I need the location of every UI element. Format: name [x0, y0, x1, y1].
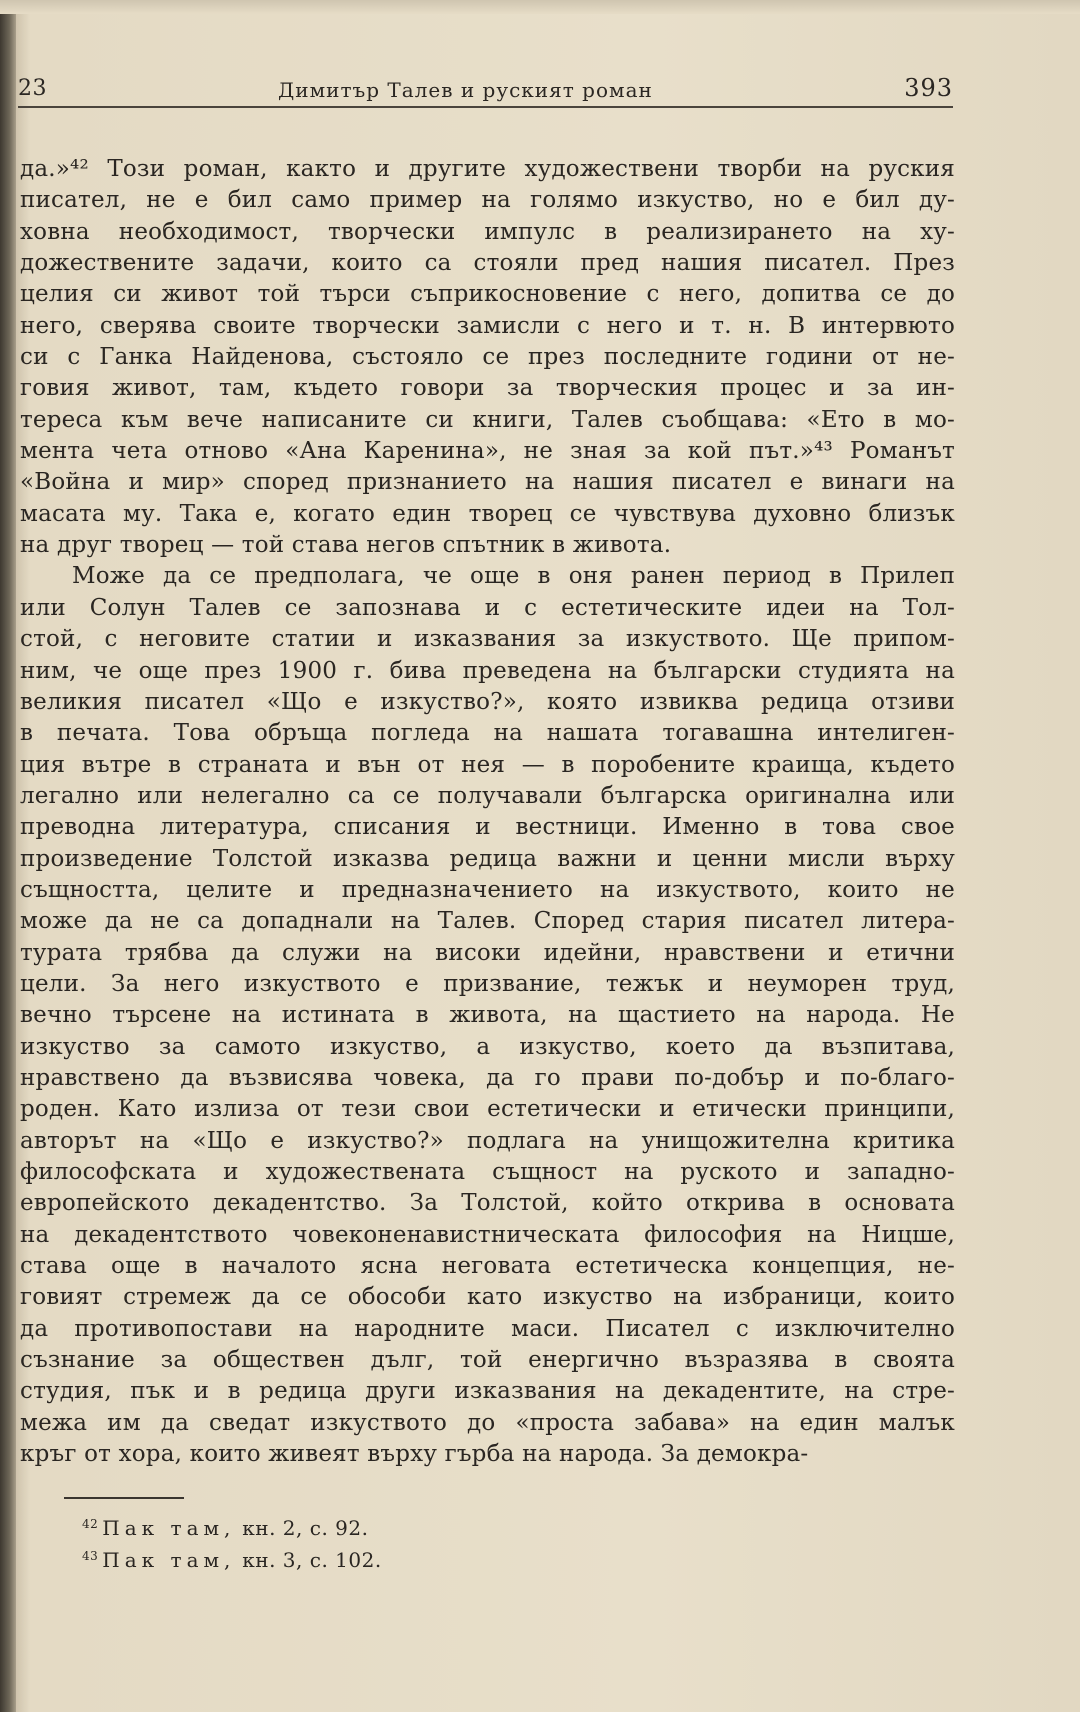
text-line: да.»⁴² Този роман, както и другите художествени творби на руския: [20, 156, 955, 182]
text-line: мента чета отново «Ана Каренина», не зная за кой път.»⁴³ Романът: [20, 438, 955, 465]
footnote-42: [82, 1510, 582, 1542]
header-running-title: Димитър Талев и руският роман: [278, 78, 653, 102]
text-line: межа им да сведат изкуството до «проста забава» на един малък: [20, 1409, 955, 1436]
text-line: масата му. Така е, когато един творец се чувствува духовно близък: [20, 500, 955, 527]
text-line: стой, с неговите статии и изказвания за изкуството. Ще припом-: [20, 626, 955, 653]
running-header: [18, 72, 953, 106]
text-line: роден. Като излиза от тези свои естетически и етически принципи,: [20, 1096, 955, 1123]
header-chapter-number: 23: [18, 76, 47, 101]
footnote-number: 43: [82, 1549, 99, 1563]
text-line: философската и художествената същност на руското и западно-: [20, 1159, 955, 1185]
text-line: легално или нелегално са се получавали българска оригинална или: [20, 782, 955, 809]
text-line: великия писател «Що е изкуство?», която извиква редица отзиви: [20, 688, 955, 715]
text-line: или Солун Талев се запознава и с естетическите идеи на Тол-: [20, 594, 955, 621]
text-line: турата трябва да служи на високи идейни, нравствени и етични: [20, 939, 955, 966]
footnote-number: 42: [82, 1517, 99, 1531]
text-line: говия живот, там, където говори за творческия процес и за ин-: [20, 375, 955, 402]
text-line: нравствено да възвисява човека, да го прави по-добър и по-благо-: [20, 1064, 955, 1091]
book-spine-shadow: [0, 0, 16, 1712]
text-line: преводна литература, списания и вестници. Именно в това свое: [20, 814, 955, 841]
text-line: произведение Толстой изказва редица важни и ценни мисли върху: [20, 845, 955, 872]
footnote-divider: [64, 1497, 184, 1499]
text-line: дожествените задачи, които са стояли пред нашия писател. През: [20, 250, 955, 277]
footnote-spaced-text: Пак там,: [102, 1516, 236, 1540]
text-line: него, сверява своите творчески замисли с него и т. н. В интервюто: [20, 312, 955, 339]
footnote-spaced-text: Пак там,: [102, 1548, 236, 1572]
text-line: изкуство за самото изкуство, а изкуство, което да възпитава,: [20, 1033, 955, 1060]
page-top-edge: [0, 0, 1080, 14]
header-rule: [18, 106, 953, 108]
text-line: си с Ганка Найденова, състояло се през последните години от не-: [20, 344, 955, 371]
header-page-number: 393: [904, 74, 953, 102]
footnotes: [82, 1510, 582, 1574]
text-line: студия, пък и в редица други изказвания на декадентите, на стре-: [20, 1378, 955, 1405]
text-line: Може да се предполага, че още в оня ранен период в Прилеп: [72, 563, 955, 590]
text-line: цели. За него изкуството е призвание, тежък и неуморен труд,: [20, 970, 955, 997]
text-line: на декадентството човеконенавистническата философия на Ницше,: [20, 1221, 955, 1248]
text-line: става още в началото ясна неговата естетическа концепция, не-: [20, 1253, 955, 1280]
text-line: писател, не е бил само пример на голямо изкуство, но е бил ду-: [20, 187, 955, 214]
text-line: вечно търсене на истината в живота, на щастието на народа. Не: [20, 1002, 955, 1029]
text-line: европейското декадентство. За Толстой, който открива в основата: [20, 1190, 955, 1217]
footnote-43: [82, 1542, 582, 1574]
text-line: авторът на «Що е изкуство?» подлага на унищожителна критика: [20, 1127, 955, 1154]
text-line: съзнание за обществен дълг, той енергично възразява в своята: [20, 1347, 955, 1374]
footnote-reference: кн. 2, с. 92.: [235, 1516, 369, 1540]
text-line: кръг от хора, които живеят върху гърба на народа. За демокра-: [20, 1441, 809, 1468]
text-line: ция вътре в страната и вън от нея — в поробените краища, където: [20, 751, 955, 778]
text-line: тереса към вече написаните си книги, Талев съобщава: «Ето в мо-: [20, 406, 955, 433]
text-line: «Война и мир» според признанието на нашия писател е винаги на: [20, 469, 955, 496]
text-line: в печата. Това обръща погледа на нашата тогавашна интелиген-: [20, 720, 955, 747]
body-text: [20, 154, 955, 1470]
text-line: същността, целите и предназначението на изкуството, които не: [20, 876, 955, 903]
text-line: ховна необходимост, творчески импулс в реализирането на ху-: [20, 218, 955, 245]
text-line: да противопостави на народните маси. Писател с изключително: [20, 1315, 955, 1342]
text-line: може да не са допаднали на Талев. Според стария писател литера-: [20, 908, 955, 935]
text-line: на друг творец — той става негов спътник в живота.: [20, 532, 672, 559]
footnote-reference: кн. 3, с. 102.: [235, 1548, 382, 1572]
text-line: ним, че още през 1900 г. бива преведена на български студията на: [20, 657, 955, 684]
text-line: целия си живот той търси съприкосновение с него, допитва се до: [20, 281, 955, 308]
text-line: говият стремеж да се обособи като изкуство на избраници, които: [20, 1284, 955, 1311]
